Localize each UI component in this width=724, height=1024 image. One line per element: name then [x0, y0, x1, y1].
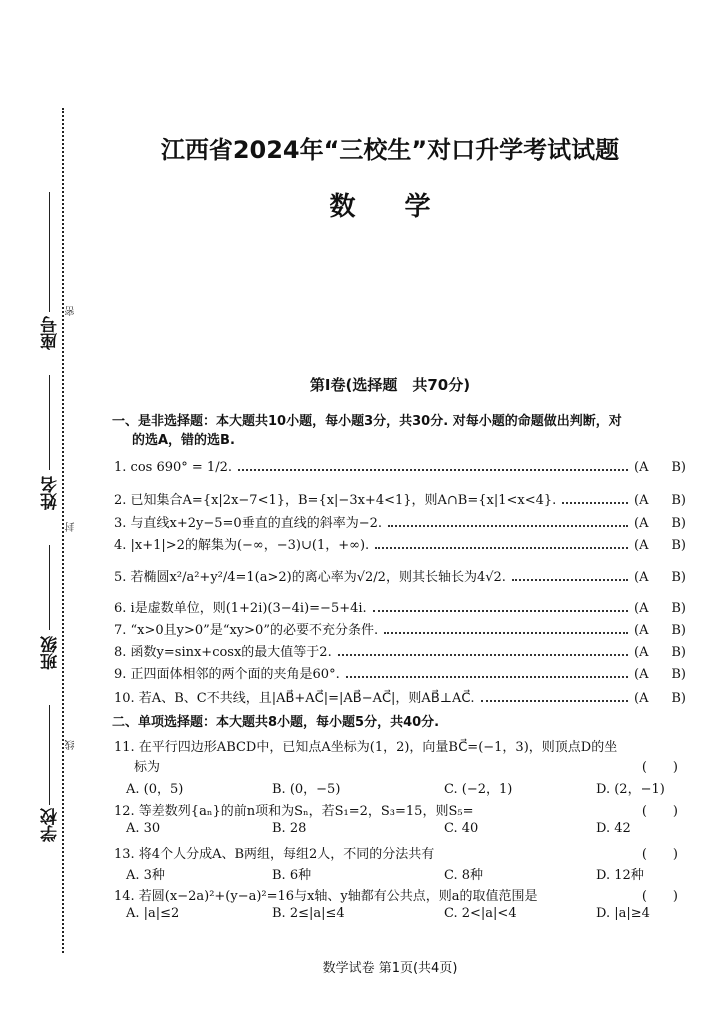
leader-dots: [338, 654, 628, 656]
question-text: 5. 若椭圆x²/a²+y²/4=1(a>2)的离心率为√2/2，则其长轴长为4√2.: [114, 570, 506, 585]
option-a: (A: [634, 667, 649, 682]
answer-parentheses: ( ): [641, 804, 678, 819]
tf-question: [114, 512, 686, 531]
leader-dots: [384, 632, 628, 634]
leader-dots: [238, 469, 628, 471]
option-a: (A: [634, 570, 649, 585]
option-b: B): [671, 570, 686, 585]
option-b: B): [671, 691, 686, 706]
tf-question: [114, 566, 686, 585]
option-b: B): [671, 538, 686, 553]
option-b: B. 6种: [272, 868, 312, 883]
section-instructions-mc: [112, 711, 439, 730]
seat-number-label: 座号: [41, 316, 61, 350]
leader-dots: [373, 610, 628, 612]
question-text: 12. 等差数列{aₙ}的前n项和为Sₙ，若S₁=2，S₃=15，则S₅=: [114, 804, 474, 819]
option-a: (A: [634, 460, 649, 475]
option-b: B): [671, 516, 686, 531]
question-text-continued: 标为: [134, 760, 161, 775]
option-a: (A: [634, 493, 649, 508]
option-a: A. (0，5): [126, 782, 184, 797]
option-b: B): [671, 623, 686, 638]
option-b: B. 28: [272, 821, 307, 836]
question-text: 4. |x+1|>2的解集为(−∞，−3)∪(1，+∞).: [114, 538, 370, 553]
answer-parentheses: ( ): [641, 847, 678, 862]
option-c: C. 40: [444, 821, 479, 836]
class-fill-line: [49, 545, 50, 630]
answer-parentheses: ( ): [641, 889, 678, 904]
leader-dots: [481, 700, 628, 702]
option-a: (A: [634, 691, 649, 706]
tf-question: [114, 489, 686, 508]
question-text: 1. cos 690° = 1/2.: [114, 460, 232, 475]
option-b: B): [671, 493, 686, 508]
name-label: 姓名: [41, 476, 61, 510]
subject-title: 数 学: [329, 192, 451, 222]
option-c: C. 8种: [444, 868, 484, 883]
question-text: 7. “x>0且y>0”是“xy>0”的必要不充分条件.: [114, 623, 379, 638]
exam-title: 江西省2024年“三校生”对口升学考试试题: [160, 136, 620, 164]
question-text: 9. 正四面体相邻的两个面的夹角是60°.: [114, 667, 340, 682]
option-a: (A: [634, 538, 649, 553]
school-label: 学校: [41, 808, 61, 842]
option-d: D. 42: [596, 821, 631, 836]
class-label: 班级: [41, 636, 61, 670]
option-b: B. (0，−5): [272, 782, 341, 797]
tf-question: [114, 619, 686, 638]
option-b: B): [671, 645, 686, 660]
option-b: B. 2≤|a|≤4: [272, 906, 345, 921]
question-text: 10. 若A、B、C不共线，且|AB⃗+AC⃗|=|AB⃗−AC⃗|，则AB⃗⊥AC⃗.: [114, 691, 475, 706]
leader-dots: [512, 579, 628, 581]
mc-question-stem: [114, 736, 686, 755]
tf-question: [114, 460, 686, 475]
mc-question-stem: [114, 800, 686, 819]
tf-question: [114, 597, 686, 616]
tf-question: [114, 534, 686, 553]
option-a: (A: [634, 516, 649, 531]
section-line-1: 一、是非选择题：本大题共10小题，每小题3分，共30分. 对每小题的命题做出判断，对: [112, 414, 622, 429]
option-a: (A: [634, 601, 649, 616]
leader-dots: [562, 502, 628, 504]
question-text: 11. 在平行四边形ABCD中，已知点A坐标为(1，2)，向量BC⃗=(−1，3)，则顶点D的坐: [114, 740, 618, 755]
question-text: 3. 与直线x+2y−5=0垂直的直线的斜率为−2.: [114, 516, 382, 531]
section-line-2: 的选A，错的选B.: [132, 433, 235, 448]
option-d: D. |a|≥4: [596, 906, 650, 921]
seat-number-fill-line: [49, 192, 50, 312]
option-d: D. (2，−1): [596, 782, 665, 797]
question-text: 6. i是虚数单位，则(1+2i)(3−4i)=−5+4i.: [114, 601, 367, 616]
option-a: A. |a|≤2: [126, 906, 180, 921]
answer-parentheses: ( ): [641, 760, 678, 775]
section-instructions-tf: [112, 410, 622, 448]
leader-dots: [388, 525, 628, 527]
page-footer: 数学试卷 第1页(共4页): [322, 961, 458, 976]
name-fill-line: [49, 375, 50, 470]
question-text: 13. 将4个人分成A、B两组，每组2人，不同的分法共有: [114, 847, 435, 862]
seal-mark-feng: 封: [66, 522, 77, 532]
option-c: C. 2<|a|<4: [444, 906, 517, 921]
seal-mark-xian: 线: [66, 740, 77, 750]
option-d: D. 12种: [596, 868, 644, 883]
question-text: 8. 函数y=sinx+cosx的最大值等于2.: [114, 645, 332, 660]
section-line-1: 二、单项选择题：本大题共8小题，每小题5分，共40分.: [112, 715, 440, 730]
question-text: 2. 已知集合A={x|2x−7<1}，B={x|−3x+4<1}，则A∩B={x|1<x<4}.: [114, 493, 557, 508]
option-a: (A: [634, 623, 649, 638]
option-b: B): [671, 667, 686, 682]
option-c: C. (−2，1): [444, 782, 513, 797]
binding-margin: [0, 0, 80, 1024]
mc-question-stem: [114, 885, 686, 904]
part-heading: 第Ⅰ卷(选择题 共70分): [309, 376, 471, 394]
option-a: A. 3种: [126, 868, 165, 883]
tf-question: [114, 663, 686, 682]
option-b: B): [671, 601, 686, 616]
option-a: (A: [634, 645, 649, 660]
seal-mark-mi: 密: [66, 306, 77, 316]
mc-question-stem: [114, 843, 686, 862]
tf-question: [114, 687, 686, 706]
tf-question: [114, 641, 686, 660]
school-fill-line: [49, 705, 50, 805]
option-b: B): [671, 460, 686, 475]
leader-dots: [346, 676, 628, 678]
option-a: A. 30: [126, 821, 161, 836]
question-text: 14. 若圆(x−2a)²+(y−a)²=16与x轴、y轴都有公共点，则a的取值范围是: [114, 889, 538, 904]
leader-dots: [375, 547, 628, 549]
mc-question-stem-continued: [114, 756, 686, 775]
